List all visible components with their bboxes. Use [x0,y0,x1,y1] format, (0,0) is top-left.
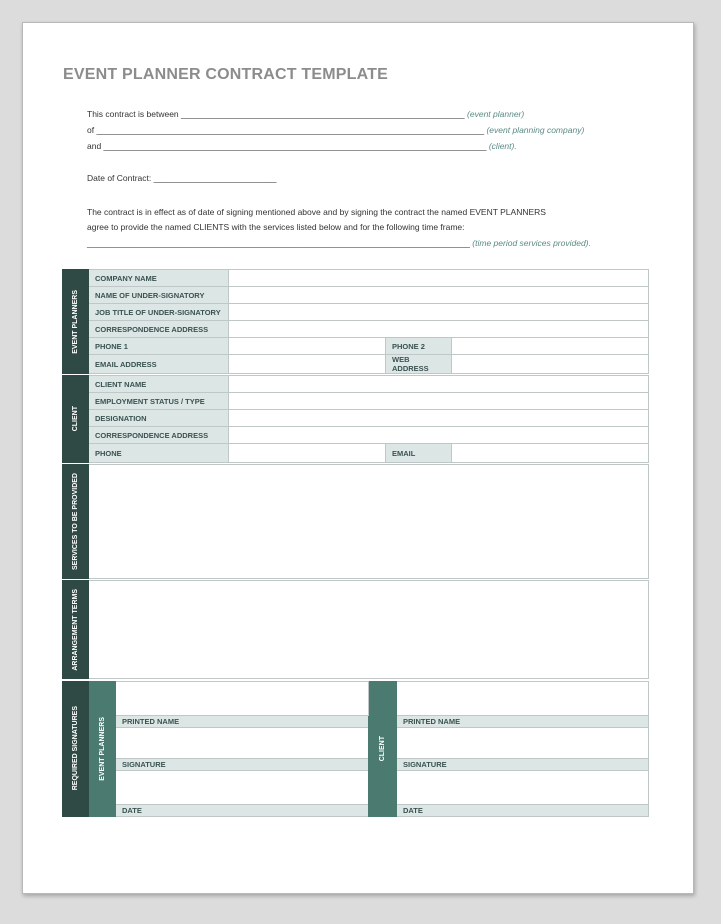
ep-printed-name-label: PRINTED NAME [116,715,369,727]
client-address-label: CORRESPONDENCE ADDRESS [89,427,229,444]
signatures-section-label: REQUIRED SIGNATURES [63,681,89,816]
phone2-field[interactable] [452,338,649,355]
intro-line-client: and _________________________________________________________________________________ (client). [87,141,517,151]
signatures-table [62,681,649,817]
job-title-label: JOB TITLE OF UNDER-SIGNATORY [89,304,229,321]
client-phone-label: PHONE [89,444,229,463]
client-date-label: DATE [397,804,649,816]
sig-event-planners-label: EVENT PLANNERS [89,681,116,816]
client-email-label: EMAIL [386,444,452,463]
client-printed-name-field[interactable] [397,681,649,715]
client-phone-field[interactable] [229,444,386,463]
ep-address-label: CORRESPONDENCE ADDRESS [89,321,229,338]
event-planners-table [62,269,649,681]
services-field[interactable] [89,465,649,579]
client-name-field[interactable] [229,376,649,393]
effect-line-1: The contract is in effect as of date of signing mentioned above and by signing the contract the named EVENT PLANNERS [87,207,546,217]
ep-printed-name-field[interactable] [116,681,369,715]
ep-signature-label: SIGNATURE [116,758,369,770]
intro-line-company: of __________________________________________________________________________________ (event planning company) [87,125,585,135]
phone1-label: PHONE 1 [89,338,229,355]
client-signature-label: SIGNATURE [397,758,649,770]
company-name-field[interactable] [229,270,649,287]
sig-client-label: CLIENT [369,681,397,816]
client-date-field[interactable] [397,770,649,804]
under-signatory-field[interactable] [229,287,649,304]
contract-grid [62,269,648,817]
company-name-label: COMPANY NAME [89,270,229,287]
ep-address-field[interactable] [229,321,649,338]
employment-field[interactable] [229,393,649,410]
web-address-field[interactable] [452,355,649,374]
employment-label: EMPLOYMENT STATUS / TYPE [89,393,229,410]
under-signatory-label: NAME OF UNDER-SIGNATORY [89,287,229,304]
designation-field[interactable] [229,410,649,427]
ep-signature-field[interactable] [116,727,369,758]
arrangement-section-label: ARRANGEMENT TERMS [63,581,89,679]
document-page [22,22,694,894]
services-section-label: SERVICES TO BE PROVIDED [63,465,89,579]
intro-line-planner: This contract is between ____________________________________________________________ (event planner) [87,109,525,119]
contract-date-line: Date of Contract: __________________________ [87,173,277,183]
job-title-field[interactable] [229,304,649,321]
phone1-field[interactable] [229,338,386,355]
email-address-label: EMAIL ADDRESS [89,355,229,374]
event-planners-section-label: EVENT PLANNERS [63,270,89,374]
phone2-label: PHONE 2 [386,338,452,355]
designation-label: DESIGNATION [89,410,229,427]
client-address-field[interactable] [229,427,649,444]
web-address-label: WEB ADDRESS [386,355,452,374]
email-address-field[interactable] [229,355,386,374]
document-title: EVENT PLANNER CONTRACT TEMPLATE [63,66,389,83]
client-printed-name-label: PRINTED NAME [397,715,649,727]
client-section-label: CLIENT [63,376,89,463]
ep-date-field[interactable] [116,770,369,804]
client-email-field[interactable] [452,444,649,463]
effect-line-2: agree to provide the named CLIENTS with the services listed below and for the following time frame: [87,222,465,232]
client-name-label: CLIENT NAME [89,376,229,393]
ep-date-label: DATE [116,804,369,816]
client-signature-field[interactable] [397,727,649,758]
arrangement-field[interactable] [89,581,649,679]
effect-line-3: _________________________________________________________________________________ (time period services provided). [87,238,591,248]
